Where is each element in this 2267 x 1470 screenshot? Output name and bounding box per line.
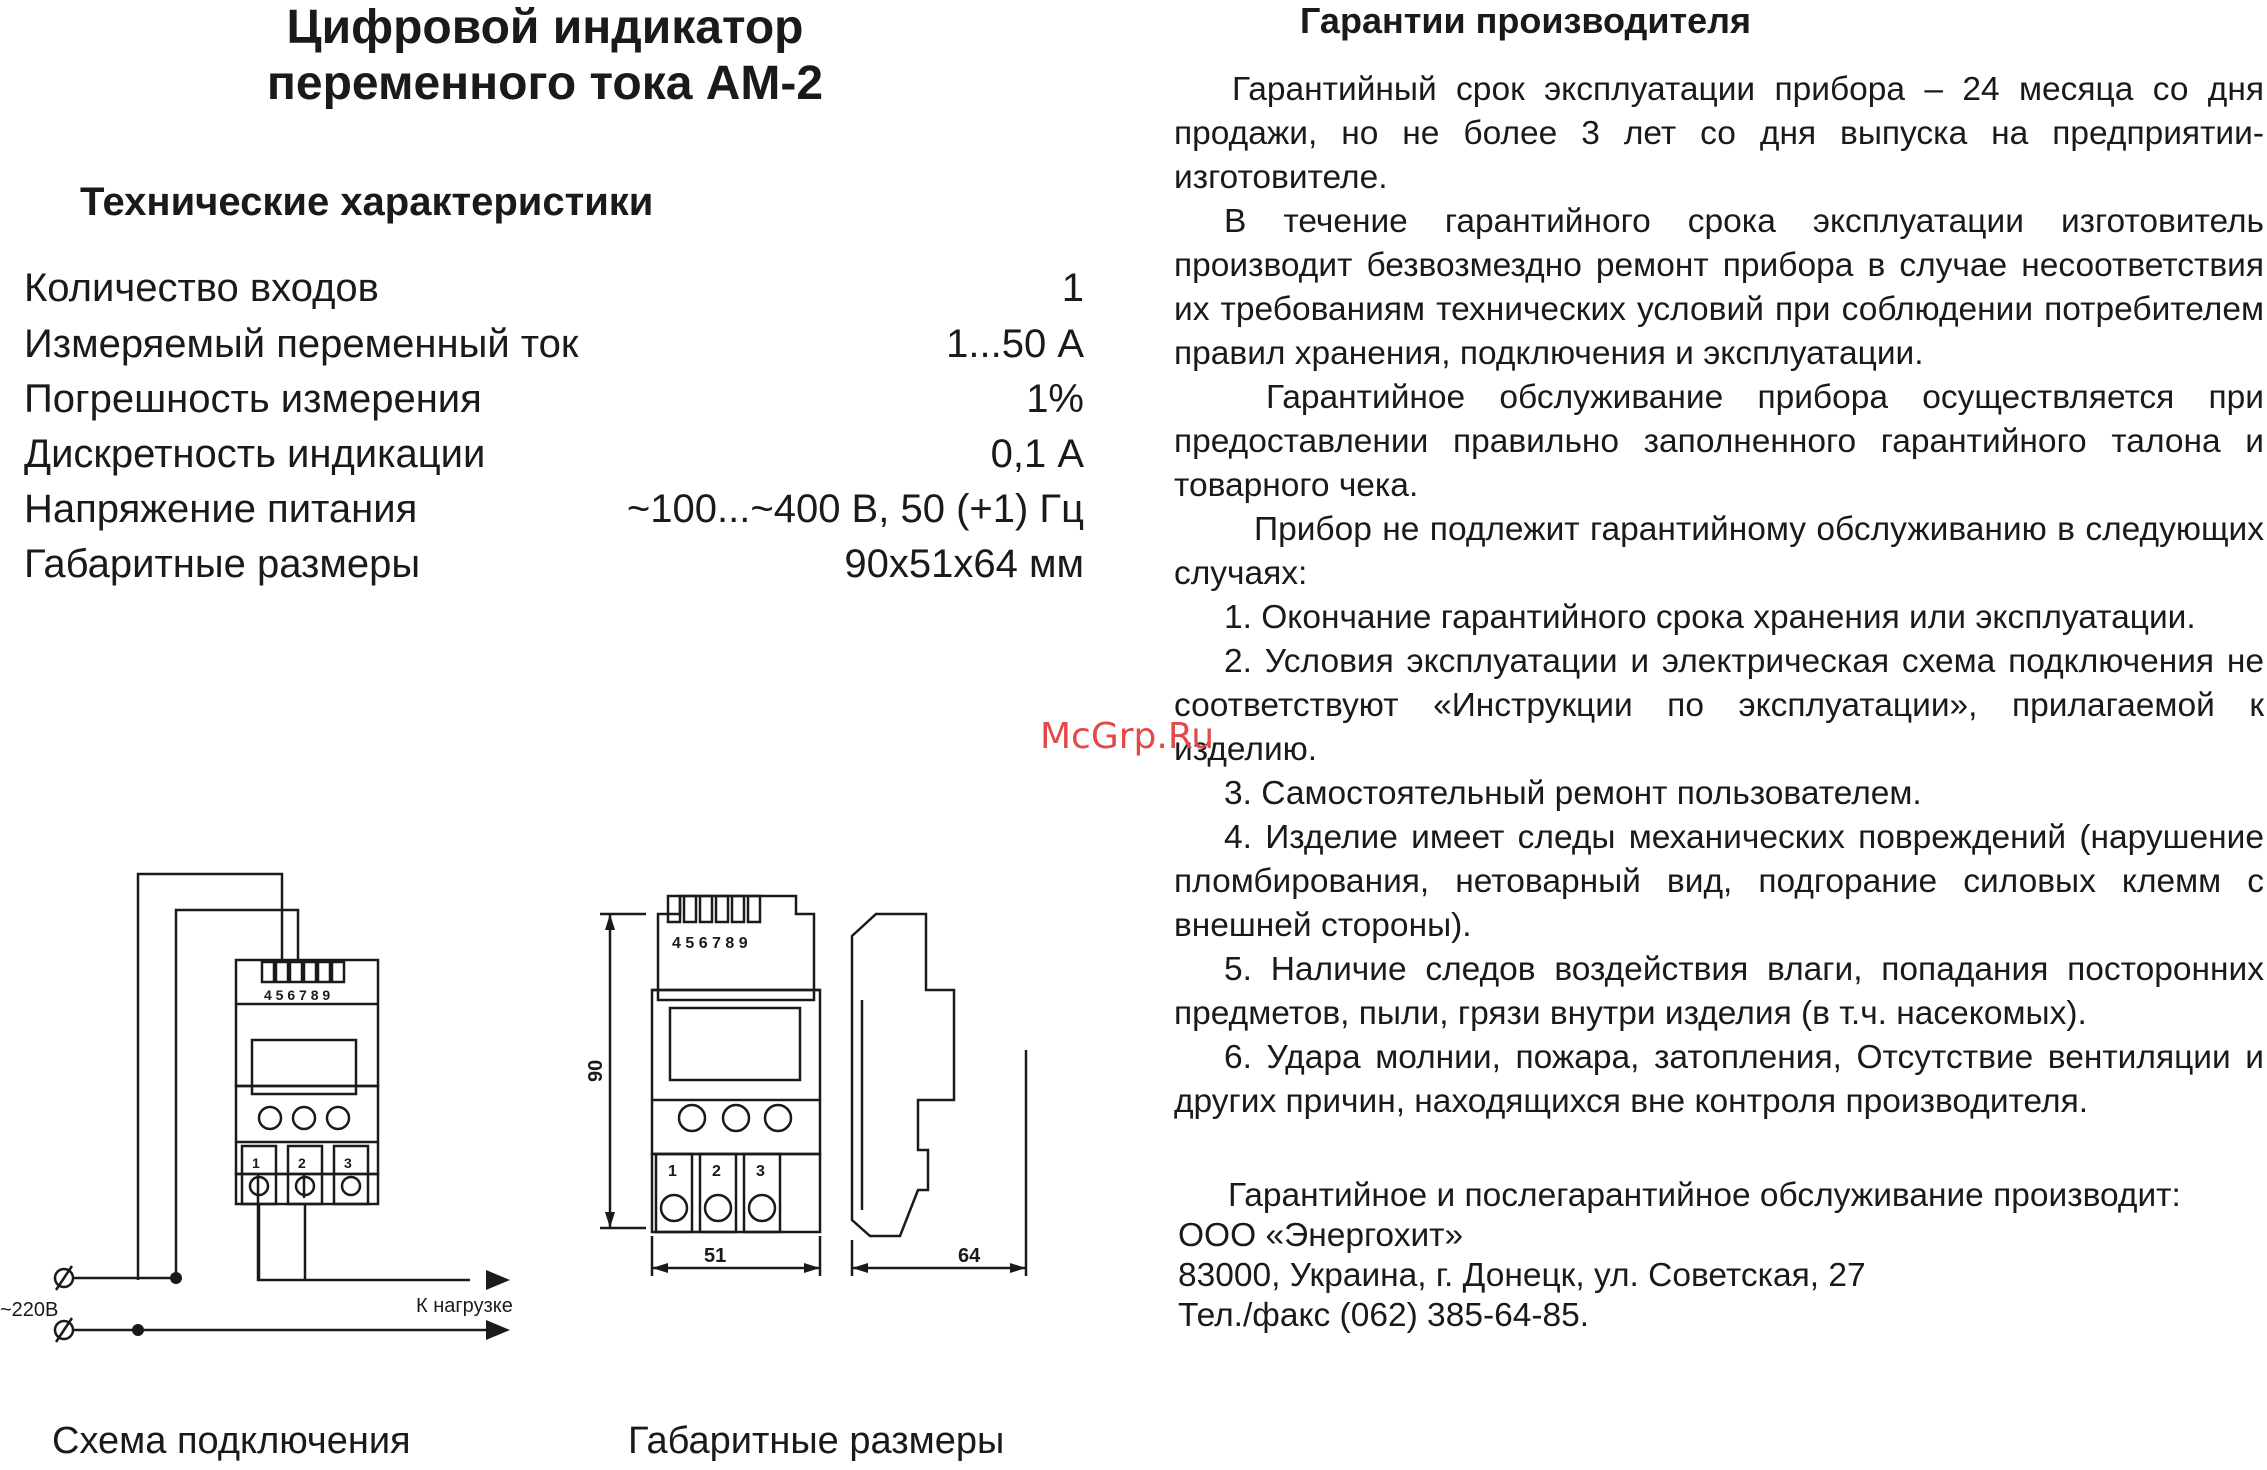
warranty-paragraph-term: Гарантийный срок эксплуатации прибора – 24 месяца со дня продажи, но не более 3 лет со дня выпуска на предприятии-изготовителе. xyxy=(1174,71,2264,196)
specs-heading: Технические характеристики xyxy=(80,180,654,224)
spec-row xyxy=(24,260,1084,316)
spec-row xyxy=(24,371,1084,427)
terminal-number: 2 xyxy=(298,1155,306,1171)
depth-dimension-label: 64 xyxy=(958,1245,981,1267)
top-terminal-numbers: 4 5 6 7 8 9 xyxy=(672,935,748,952)
warranty-paragraph-exclusions: Прибор не подлежит гарантийному обслуживанию в следующих случаях: xyxy=(1174,511,2264,592)
width-dimension-label: 51 xyxy=(704,1245,727,1267)
spec-label: Габаритные размеры xyxy=(24,542,421,586)
watermark: McGrp.Ru xyxy=(1040,716,1215,757)
spec-label: Количество входов xyxy=(24,266,379,310)
front-view-body xyxy=(652,990,820,1154)
terminal-number: 1 xyxy=(668,1163,677,1180)
load-line xyxy=(258,1174,470,1280)
display-window xyxy=(670,1008,800,1080)
exclusion-item: 1. Окончание гарантийного срока хранения или эксплуатации. xyxy=(1224,599,2196,636)
wiring-caption: Схема подключения xyxy=(52,1420,411,1462)
load-label: К нагрузке xyxy=(416,1295,513,1317)
spec-value: 1 xyxy=(1061,266,1084,310)
warranty-paragraph-repair: В течение гарантийного срока эксплуатации изготовитель производит безвозмездно ремонт прибора в случае несоответствия их требованиям технических условий при соблюдении потребителем правил хранения, подключения и эксплуатации. xyxy=(1174,203,2264,372)
terminal-number: 1 xyxy=(252,1155,260,1171)
company-phone: Тел./факс (062) 385-64-85. xyxy=(1178,1297,1590,1334)
spec-label: Дискретность индикации xyxy=(24,432,486,476)
warranty-heading: Гарантии производителя xyxy=(1300,0,1752,41)
warranty-paragraph-service: Гарантийное обслуживание прибора осуществляется при предоставлении правильно заполненного гарантийного талона и товарного чека. xyxy=(1174,379,2264,504)
supply-label: ~220В xyxy=(0,1299,59,1321)
terminal-number: 3 xyxy=(756,1163,765,1180)
dimensions-caption: Габаритные размеры xyxy=(628,1420,1005,1462)
terminal-number: 3 xyxy=(344,1155,352,1171)
terminal-number: 2 xyxy=(712,1163,721,1180)
top-terminal-numbers: 4 5 6 7 8 9 xyxy=(264,987,331,1003)
spec-label: Погрешность измерения xyxy=(24,377,482,421)
dimensions-diagram xyxy=(580,890,1100,1290)
spec-row xyxy=(24,536,1084,592)
exclusion-item: 2. Условия эксплуатации и электрическая схема подключения не соответствуют «Инструкции по эксплуатации», прилагаемой к изделию. xyxy=(1174,643,2264,768)
side-view-body xyxy=(852,914,954,1236)
spec-row xyxy=(24,316,1084,372)
spec-label: Измеряемый переменный ток xyxy=(24,322,579,366)
service-intro: Гарантийное и послегарантийное обслуживание производит: xyxy=(1228,1177,2181,1214)
exclusion-item: 4. Изделие имеет следы механических повреждений (нарушение пломбирования, нетоварный вид, подгорание силовых клемм с внешней стороны). xyxy=(1174,819,2264,944)
exclusion-item: 5. Наличие следов воздействия влаги, попадания посторонних предметов, пыли, грязи внутри изделия (в т.ч. насекомых). xyxy=(1174,951,2264,1032)
supply-arrow-icon xyxy=(486,1320,510,1340)
height-dimension-label: 90 xyxy=(585,1059,607,1082)
company-address: 83000, Украина, г. Донецк, ул. Советская, 27 xyxy=(1178,1257,1866,1294)
exclusion-item: 6. Удара молнии, пожара, затопления, Отсутствие вентиляции и других причин, находящихся вне контроля производителя. xyxy=(1174,1039,2264,1120)
load-arrow-icon xyxy=(486,1270,510,1290)
wire-neutral xyxy=(138,874,282,1280)
document-title xyxy=(100,0,990,112)
spec-value: 1% xyxy=(1026,377,1084,421)
spec-value: ~100...~400 В, 50 (+1) Гц xyxy=(626,487,1084,531)
exclusion-item: 3. Самостоятельный ремонт пользователем. xyxy=(1224,775,1922,812)
company-name: ООО «Энергохит» xyxy=(1178,1217,1464,1254)
spec-value: 1...50 А xyxy=(946,322,1084,366)
spec-label: Напряжение питания xyxy=(24,487,418,531)
title-line-2: переменного тока АМ-2 xyxy=(266,57,824,110)
title-line-1: Цифровой индикатор xyxy=(286,1,804,54)
spec-value: 90x51x64 мм xyxy=(844,542,1084,586)
wiring-diagram xyxy=(0,850,560,1370)
spec-row xyxy=(24,426,1084,482)
spec-value: 0,1 А xyxy=(990,432,1084,476)
spec-row xyxy=(24,481,1084,537)
